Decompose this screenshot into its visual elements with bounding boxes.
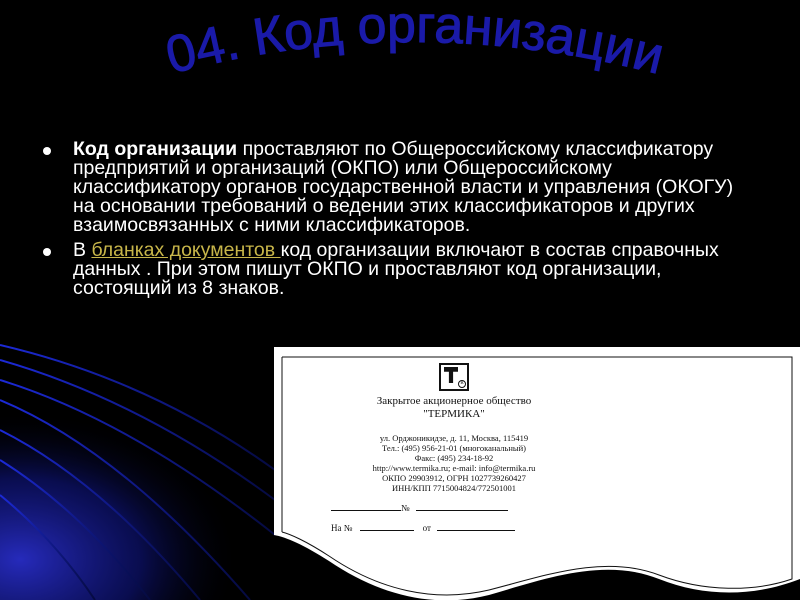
address-line: ОКПО 29903912, ОГРН 1027739260427 bbox=[382, 473, 526, 483]
letterhead-image bbox=[274, 347, 800, 600]
bullet-item bbox=[40, 140, 750, 235]
bullet-bold-term: Код организации bbox=[73, 138, 238, 160]
company-line-1: Закрытое акционерное общество bbox=[376, 395, 532, 407]
blanks-link[interactable]: бланках документов bbox=[91, 239, 281, 261]
bullet-dot bbox=[43, 147, 51, 155]
address-line: Тел.: (495) 956-21-01 (многоканальный) bbox=[381, 443, 527, 453]
address-line: ул. Орджоникидзе, д. 11, Москва, 115419 bbox=[379, 433, 529, 443]
number-line bbox=[314, 502, 594, 513]
address-line: http://www.termika.ru; e-mail: info@termika.ru bbox=[372, 463, 536, 473]
letterhead-content bbox=[314, 363, 594, 533]
reference-label: На № bbox=[331, 523, 353, 533]
svg-text:04. Код организации bbox=[160, 0, 669, 86]
bullet-list bbox=[40, 140, 750, 304]
bullet-item bbox=[40, 241, 750, 298]
address-block bbox=[314, 433, 594, 493]
address-line: ИНН/КПП 7715004824/772501001 bbox=[392, 483, 516, 493]
bullet-text: код организации включают в состав справочных данных . При этом пишут ОКПО и проставляют код организации, состоящий из 8 знаков. bbox=[73, 239, 719, 299]
bullet-dot bbox=[43, 248, 51, 256]
from-label: от bbox=[422, 523, 431, 533]
bullet-text: проставляют по Общероссийскому классификатору предприятий и организаций (ОКПО) или Общероссийскому классификатору органов государственной власти и управления (ОКОГУ) на основании требований о ведении этих классификаторов и других взаимосвязанных с ними классификаторов. bbox=[73, 138, 734, 236]
termika-logo-icon: R bbox=[439, 363, 469, 391]
bullet-prefix: В bbox=[73, 239, 92, 261]
number-label: № bbox=[401, 503, 410, 513]
slide-title-text: 04. Код организации bbox=[160, 0, 670, 86]
company-line-2: "ТЕРМИКА" bbox=[423, 408, 485, 420]
reference-line bbox=[314, 522, 594, 533]
slide-title bbox=[0, 0, 800, 120]
address-line: Факс: (495) 234-18-92 bbox=[414, 453, 494, 463]
